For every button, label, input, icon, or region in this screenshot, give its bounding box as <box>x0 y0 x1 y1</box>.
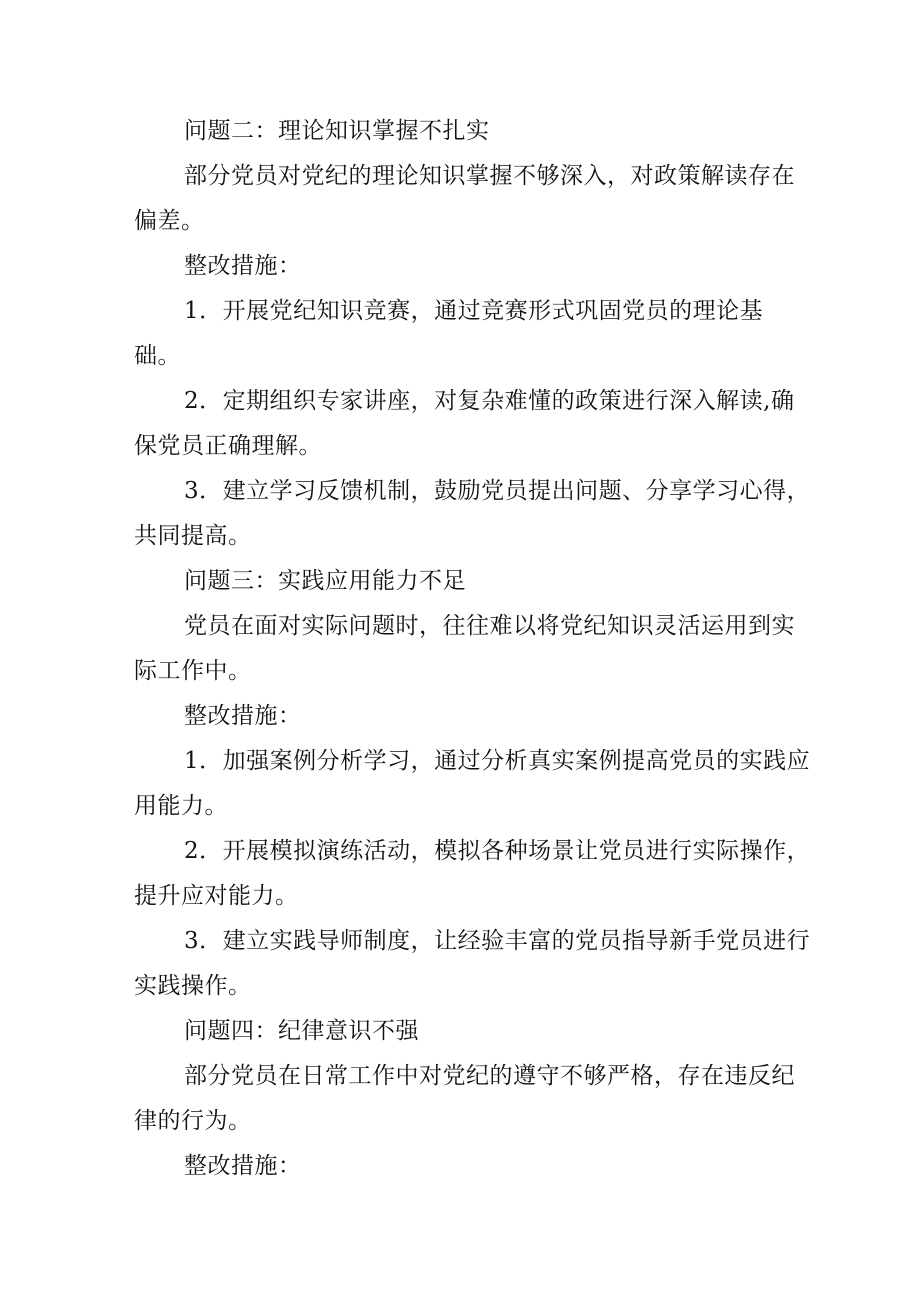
paragraph-line: 偏差。 <box>134 208 205 234</box>
measure-item: 1．加强案例分析学习，通过分析真实案例提高党员的实践应 <box>184 748 811 774</box>
paragraph-line: 础。 <box>134 343 181 369</box>
measure-item: 2．定期组织专家讲座，对复杂难懂的政策进行深入解读,确 <box>184 388 795 414</box>
paragraph-line: 保党员正确理解。 <box>134 433 322 459</box>
heading-problem-two: 问题二：理论知识掌握不扎实 <box>184 118 490 144</box>
measure-item: 3．建立实践导师制度，让经验丰富的党员指导新手党员进行 <box>184 928 811 954</box>
measure-item: 3．建立学习反馈机制，鼓励党员提出问题、分享学习心得， <box>184 478 811 504</box>
paragraph-line: 部分党员对党纪的理论知识掌握不够深入，对政策解读存在 <box>184 163 795 189</box>
heading-problem-three: 问题三：实践应用能力不足 <box>184 568 466 594</box>
heading-problem-four: 问题四：纪律意识不强 <box>184 1018 419 1044</box>
measure-item: 2．开展模拟演练活动，模拟各种场景让党员进行实际操作， <box>184 838 811 864</box>
measures-label: 整改措施： <box>184 253 302 279</box>
paragraph-line: 际工作中。 <box>134 658 252 684</box>
measures-label: 整改措施： <box>184 1153 302 1179</box>
paragraph-line: 用能力。 <box>134 793 228 819</box>
paragraph-line: 提升应对能力。 <box>134 883 299 909</box>
paragraph-line: 共同提高。 <box>134 523 252 549</box>
paragraph-line: 部分党员在日常工作中对党纪的遵守不够严格，存在违反纪 <box>184 1063 795 1089</box>
paragraph-line: 党员在面对实际问题时，往往难以将党纪知识灵活运用到实 <box>184 613 795 639</box>
paragraph-line: 律的行为。 <box>134 1108 252 1134</box>
measures-label: 整改措施： <box>184 703 302 729</box>
measure-item: 1．开展党纪知识竞赛，通过竞赛形式巩固党员的理论基 <box>184 298 764 324</box>
paragraph-line: 实践操作。 <box>134 973 252 999</box>
